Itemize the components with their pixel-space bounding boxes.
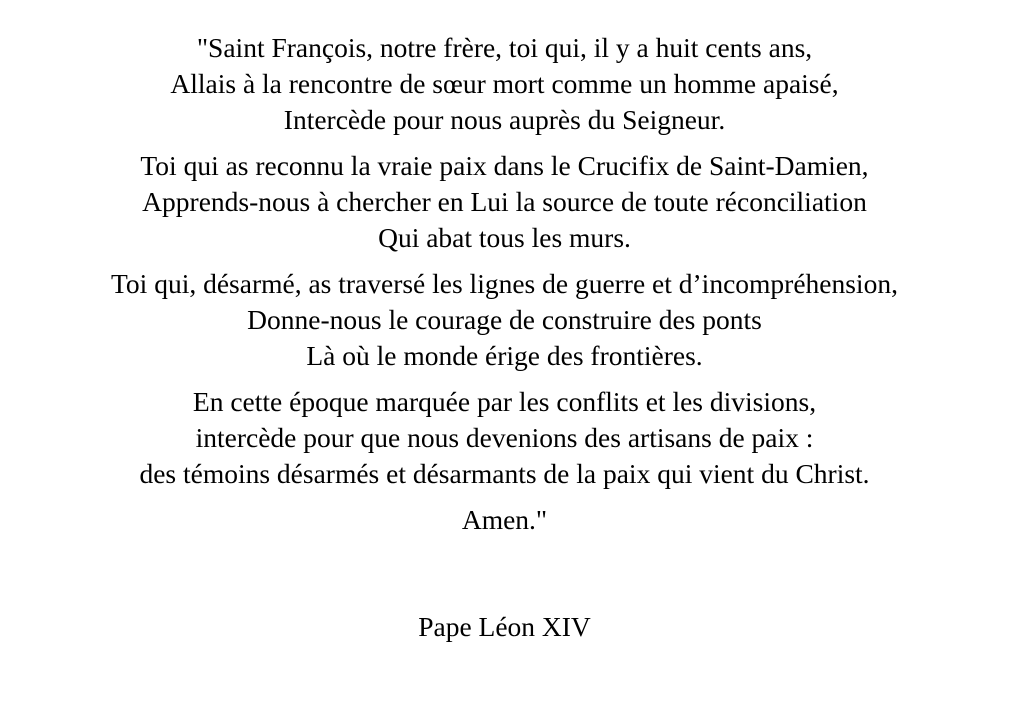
stanza-line: "Saint François, notre frère, toi qui, il y a huit cents ans,	[196, 32, 813, 63]
stanza-line: Intercède pour nous auprès du Seigneur.	[283, 104, 726, 135]
stanza-3	[0, 266, 1009, 374]
stanza-line: Donne-nous le courage de construire des ponts	[247, 304, 762, 335]
stanza-line: En cette époque marquée par les conflits et les divisions,	[192, 386, 817, 417]
stanza-line: Allais à la rencontre de sœur mort comme un homme apaisé,	[170, 68, 839, 99]
stanza-2	[0, 148, 1009, 256]
prayer-text	[0, 30, 1009, 548]
stanza-line: Là où le monde érige des frontières.	[306, 340, 703, 371]
stanza-line: Apprends-nous à chercher en Lui la source de toute réconciliation	[142, 186, 867, 217]
stanza-line: Toi qui, désarmé, as traversé les lignes de guerre et d’incompréhension,	[111, 268, 898, 299]
amen-line	[0, 502, 1009, 538]
amen-text: Amen."	[461, 504, 548, 535]
stanza-line: des témoins désarmés et désarmants de la paix qui vient du Christ.	[139, 458, 870, 489]
stanza-line: Toi qui as reconnu la vraie paix dans le Crucifix de Saint-Damien,	[140, 150, 869, 181]
stanza-4	[0, 384, 1009, 492]
signature: Pape Léon XIV	[418, 611, 591, 642]
stanza-line: Qui abat tous les murs.	[378, 222, 631, 253]
stanza-line: intercède pour que nous devenions des artisans de paix :	[195, 422, 814, 453]
stanza-1	[0, 30, 1009, 138]
